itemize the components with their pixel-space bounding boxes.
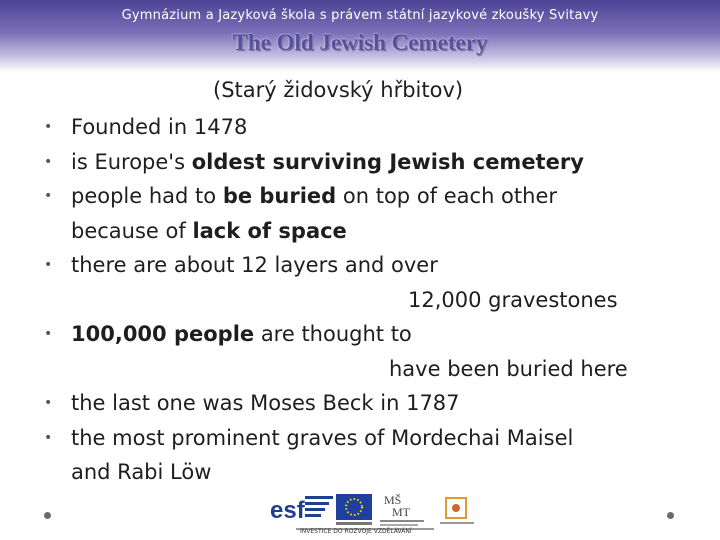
bullet-item: • the last one was Moses Beck in 1787 xyxy=(44,386,684,421)
footer-caption: INVESTICE DO ROZVOJE VZDĚLÁVÁNÍ xyxy=(300,528,412,535)
esf-logo xyxy=(268,494,333,524)
bullet-list xyxy=(44,110,684,490)
eu-flag-logo xyxy=(336,494,372,525)
bullet-item: • is Europe's oldest surviving Jewish cemetery xyxy=(44,145,684,180)
school-caption: Gymnázium a Jazyková škola s právem státní jazykové zkoušky Svitavy xyxy=(121,8,599,23)
slide-subtitle: (Starý židovský hřbitov) xyxy=(213,78,464,102)
bullet-item: • the most prominent graves of Mordechai Maisel and Rabi Löw xyxy=(44,421,684,490)
corner-dot-right xyxy=(667,512,674,519)
bullet-item: • 100,000 people are thought to have been buried here xyxy=(44,317,684,386)
corner-dot-left xyxy=(44,512,51,519)
slide-title: The Old Jewish Cemetery xyxy=(232,30,488,55)
svg-text:MŠ: MŠ xyxy=(384,493,402,507)
svg-text:esf: esf xyxy=(270,497,305,524)
op-logo xyxy=(440,498,474,524)
svg-text:MT: MT xyxy=(392,505,410,519)
bullet-item: • there are about 12 layers and over 12,000 gravestones xyxy=(44,248,684,317)
bullet-item: • Founded in 1478 xyxy=(44,110,684,145)
bullet-item: • people had to be buried on top of each other because of lack of space xyxy=(44,179,684,248)
msmt-logo xyxy=(380,493,424,526)
